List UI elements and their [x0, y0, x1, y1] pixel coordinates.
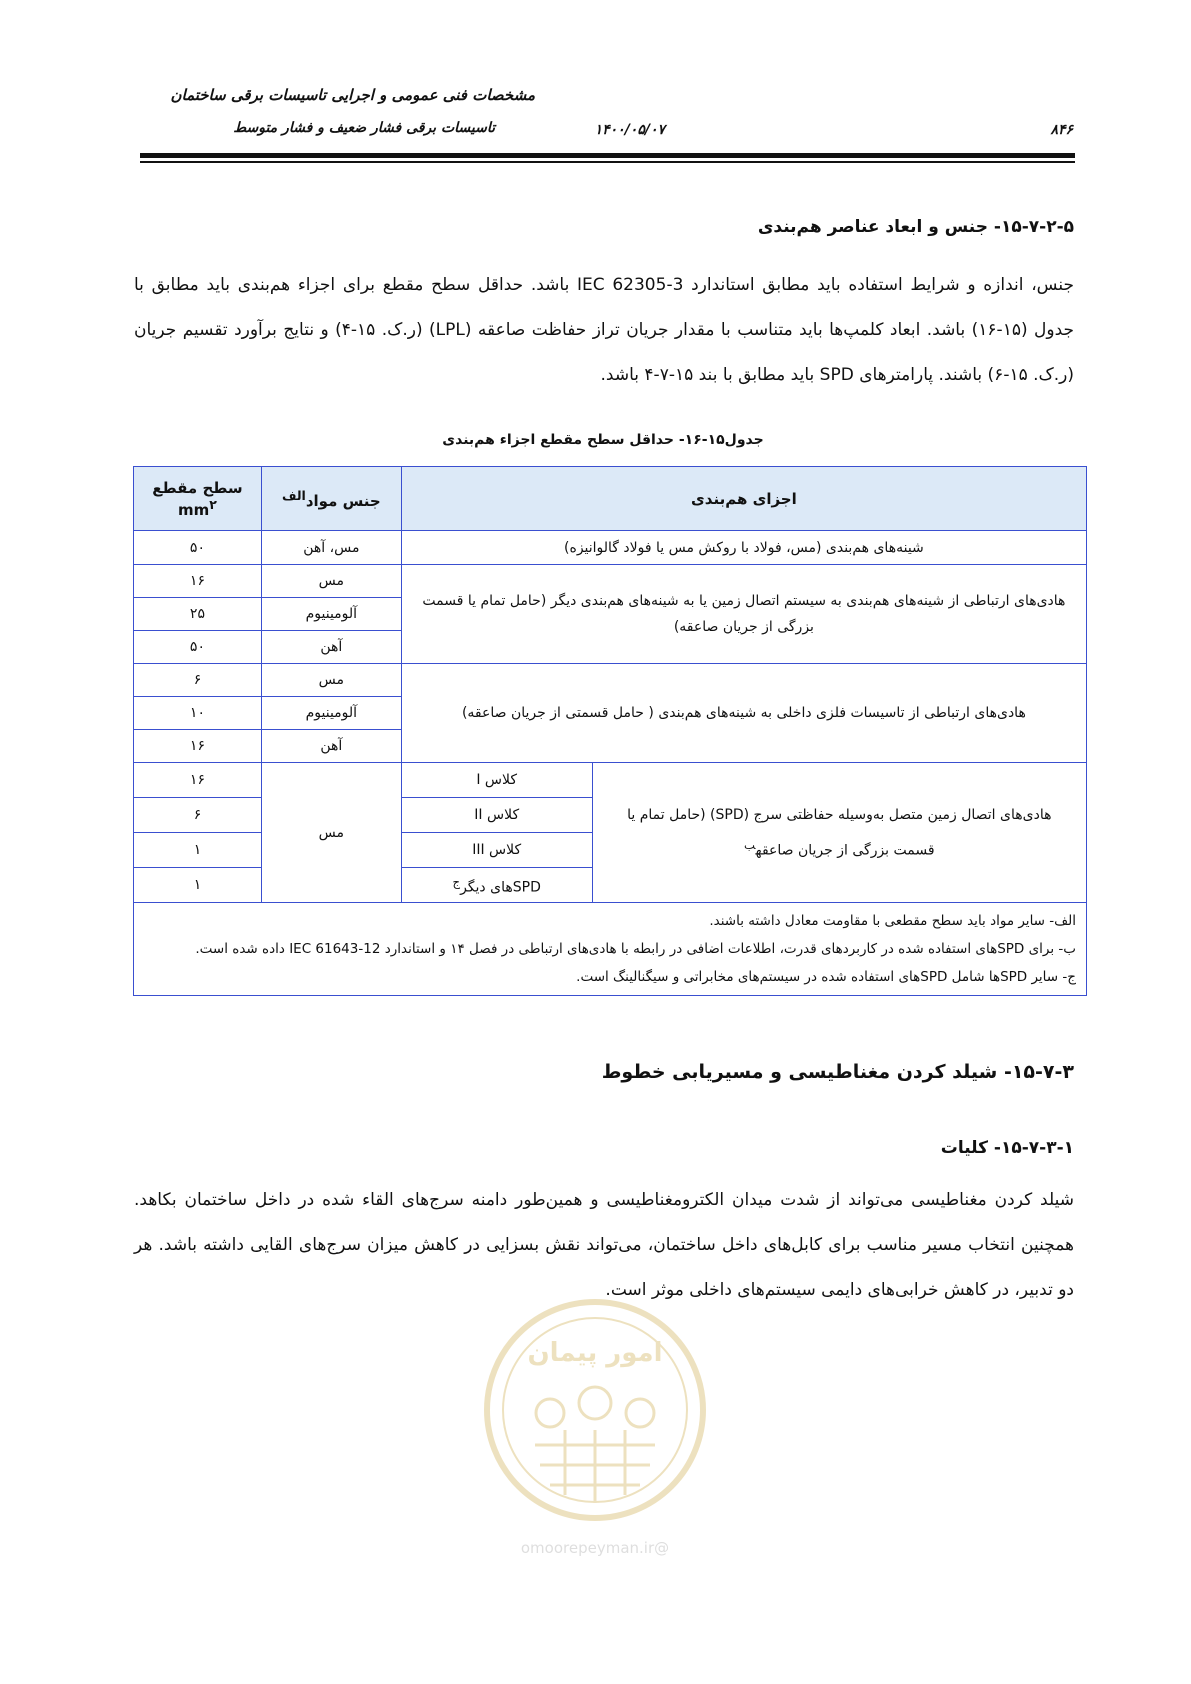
header-component: اجزای هم‌بندی [401, 467, 1086, 531]
document-title: مشخصات فنی عمومی و اجرایی تاسیسات برقی ساختمان [170, 86, 535, 104]
group2-material-1: مس [261, 565, 401, 598]
bonding-table [133, 466, 1087, 996]
watermark-logo [480, 1295, 710, 1565]
group4-class-1: کلاس I [401, 763, 592, 798]
table-note-be: ب- برای SPDهای استفاده شده در کاربردهای قدرت، اطلاعات اضافی در رابطه با هادی‌های ارتباطی در فصل ۱۴ و استاندارد IEC 61643-12 داده شده است. [195, 941, 1076, 957]
page-header [140, 80, 1075, 166]
table-row [134, 531, 1087, 565]
group3-area-2: ۱۰ [134, 697, 262, 730]
table-notes [134, 903, 1087, 996]
group3-material-2: آلومینیوم [261, 697, 401, 730]
group2-component: هادی‌های ارتباطی از شینه‌های هم‌بندی به سیستم اتصال زمین یا به شینه‌های هم‌بندی دیگر (حامل تمام یا قسمت بزرگی از جریان صاعقه) [401, 565, 1086, 664]
header-rule-thick [140, 153, 1075, 158]
group2-material-2: آلومینیوم [261, 598, 401, 631]
watermark-logo-text: امور پیمان [527, 1338, 663, 1368]
page-number: ۸۴۶ [1050, 122, 1073, 138]
group3-component: هادی‌های ارتباطی از تاسیسات فلزی داخلی به شینه‌های هم‌بندی ( حامل قسمتی از جریان صاعقه) [401, 664, 1086, 763]
group3-area-1: ۶ [134, 664, 262, 697]
section-heading-15-7-3-1: ۱۵-۷-۳-۱- کلیات [940, 1138, 1074, 1158]
header-material-sup: الف [281, 487, 306, 503]
table-header-row [134, 467, 1087, 531]
table-note-alef: الف- سایر مواد باید سطح مقطعی با مقاومت معادل داشته باشند. [709, 913, 1076, 929]
group4-component [592, 763, 1086, 903]
header-material-label: جنس مواد [305, 491, 381, 510]
group1-component: شینه‌های هم‌بندی (مس، فولاد با روکش مس یا فولاد گالوانیزه) [401, 531, 1086, 565]
group2-area-1: ۱۶ [134, 565, 262, 598]
group4-component-sup: ب [744, 837, 756, 852]
group4-class-4-text: SPDهای دیگر [460, 879, 541, 896]
group3-material-3: آهن [261, 730, 401, 763]
group4-material: مس [261, 763, 401, 903]
watermark-gear-icon [579, 1387, 611, 1419]
header-area-label: سطح مقطع [152, 478, 243, 497]
group2-material-3: آهن [261, 631, 401, 664]
group4-area-3: ۱ [134, 833, 262, 868]
table-notes-row [134, 903, 1087, 996]
table-note-jim: ج- سایر SPDها شامل SPDهای استفاده شده در سیستم‌های مخابراتی و سیگنالینگ است. [576, 969, 1076, 985]
section-heading-15-7-2-5: ۱۵-۷-۲-۵- جنس و ابعاد عناصر هم‌بندی [757, 217, 1074, 237]
header-rule-thin [140, 161, 1075, 163]
group4-area-2: ۶ [134, 798, 262, 833]
document-subtitle: تاسیسات برقی فشار ضعیف و فشار متوسط [233, 120, 495, 136]
group4-area-1: ۱۶ [134, 763, 262, 798]
group4-class-4 [401, 868, 592, 903]
group3-area-3: ۱۶ [134, 730, 262, 763]
group1-area: ۵۰ [134, 531, 262, 565]
area-unit-sup: ۲ [209, 496, 217, 512]
group4-component-text: هادی‌های اتصال زمین متصل به‌وسیله حفاظتی سرج (SPD) (حامل تمام یا قسمت بزرگی از جریان صاعقه [627, 806, 1052, 859]
section-body-15-7-3-1: شیلد کردن مغناطیسی می‌تواند از شدت میدان الکترومغناطیسی و همین‌طور دامنه سرج‌های القاء شده در داخل ساختمان بکاهد. همچنین انتخاب مسیر مناسب برای کابل‌های داخل ساختمان، می‌تواند نقش بسزایی در کاهش میزان سرج‌های القایی داشته باشد. هر دو تدبیر، در کاهش خرابی‌های دایمی سیستم‌های داخلی موثر است. [134, 1190, 1074, 1300]
watermark-scale-icon [536, 1399, 564, 1427]
group3-material-1: مس [261, 664, 401, 697]
area-unit: mm [178, 500, 210, 519]
group4-area-4: ۱ [134, 868, 262, 903]
watermark-tools-icon [626, 1399, 654, 1427]
table-caption: جدول۱۵-۱۶- حداقل سطح مقطع اجزاء هم‌بندی [442, 432, 764, 448]
group1-material: مس، آهن [261, 531, 401, 565]
table-row [134, 565, 1087, 598]
header-area-unit [178, 497, 217, 519]
table-row [134, 763, 1087, 798]
group4-class-3: کلاس III [401, 833, 592, 868]
table-row [134, 664, 1087, 697]
header-area [134, 467, 262, 531]
header-material [261, 467, 401, 531]
document-date: ۱۴۰۰/۰۵/۰۷ [594, 122, 665, 138]
group4-class-4-sup: ج [452, 874, 461, 889]
group2-area-2: ۲۵ [134, 598, 262, 631]
section-body-15-7-2-5: جنس، اندازه و شرایط استفاده باید مطابق استاندارد IEC 62305-3 باشد. حداقل سطح مقطع برای اجزاء هم‌بندی باید مطابق با جدول (۱۵-۱۶) باشد. ابعاد کلمپ‌ها باید متناسب با مقدار جریان تراز حفاظت صاعقه (LPL) (ر.ک. ۱۵-۴) و نتایج برآورد تقسیم جریان (ر.ک. ۱۵-۶) باشند. پارامترهای SPD باید مطابق با بند ۱۵-۷-۴ باشد. [134, 275, 1075, 385]
group2-area-3: ۵۰ [134, 631, 262, 664]
watermark-site-text: @omoorepeyman.ir [520, 1539, 670, 1557]
group4-class-2: کلاس II [401, 798, 592, 833]
section-heading-15-7-3: ۱۵-۷-۳- شیلد کردن مغناطیسی و مسیریابی خطوط [601, 1061, 1074, 1083]
